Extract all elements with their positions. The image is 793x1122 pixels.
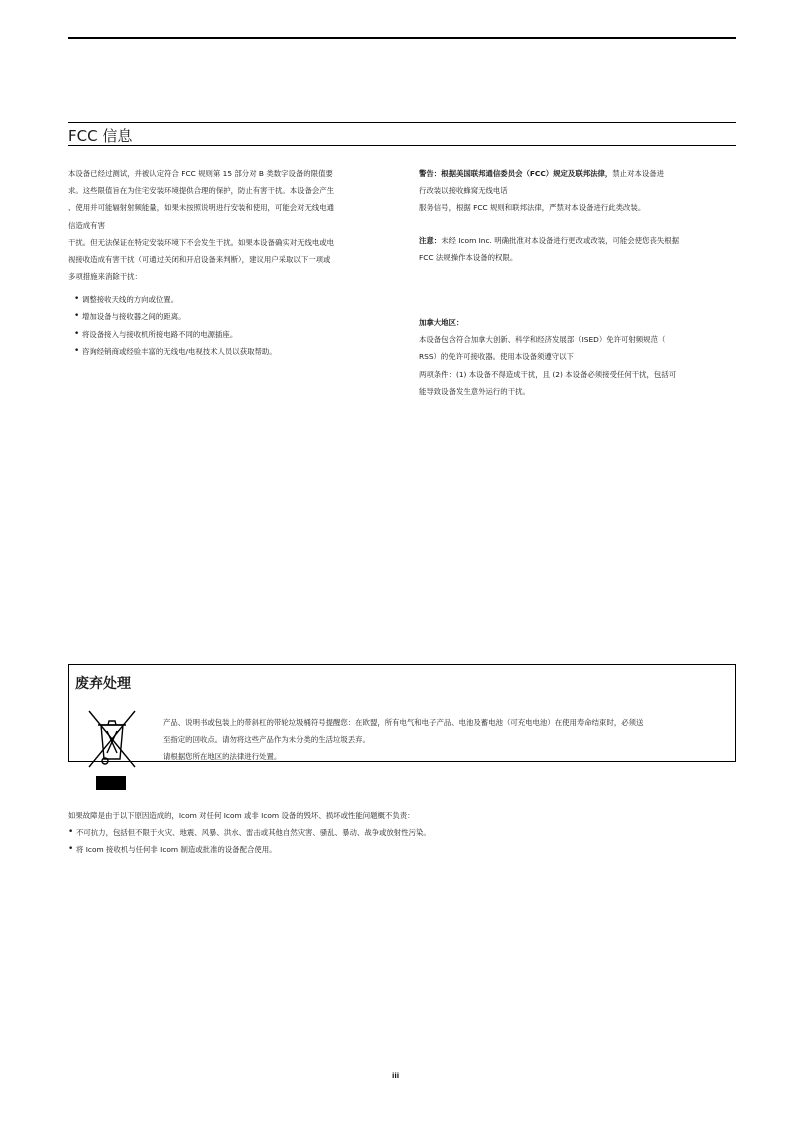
fcc-compliance-paragraph	[68, 165, 334, 285]
note-label: 注意：	[419, 236, 442, 245]
warning-label: 警告：根据美国联邦通信委员会（FCC）规定及联邦法律，	[419, 169, 613, 178]
paragraph-line: 本设备已经过测试，并被认定符合 FCC 规则第 15 部分对 B 类数字设备的限值要	[68, 169, 333, 178]
fcc-warning	[419, 165, 664, 217]
interference-measures-list	[74, 291, 277, 361]
list-item: • 不可抗力，包括但不限于火灾、地震、风暴、洪水、雷击或其他自然灾害、骚乱、暴动、战争或放射性污染。	[68, 824, 431, 841]
paragraph-line: 干扰。但无法保证在特定安装环境下不会发生干扰。如果本设备确实对无线电或电	[68, 237, 335, 247]
bullet-icon: •	[74, 346, 80, 357]
disposal-box	[68, 664, 736, 762]
paragraph-line: 、使用并可能辐射射频能量，如果未按照说明进行安装和使用，可能会对无线电通	[68, 203, 335, 213]
canada-title: 加拿大地区：	[419, 318, 464, 327]
bullet-icon: •	[74, 311, 80, 322]
canada-section	[419, 314, 676, 400]
bullet-icon: •	[68, 827, 74, 837]
canada-line: 能导致设备发生意外运行的干扰。	[419, 386, 530, 396]
top-rule	[68, 37, 736, 39]
disclaimer-intro: 如果故障是由于以下原因造成的，Icom 对任何 Icom 或非 Icom 设备的毁坏、损坏或性能问题概不负责：	[68, 811, 415, 820]
note-line: FCC 法规操作本设备的权限。	[419, 253, 518, 263]
paragraph-line: 求。这些限值旨在为住宅安装环境提供合理的保护，防止有害干扰。本设备会产生	[68, 186, 335, 196]
warning-line: 行改装以接收蜂窝无线电话	[419, 186, 508, 196]
list-item: • 增加设备与接收器之间的距离。	[74, 308, 277, 325]
canada-line: 两项条件：(1) 本设备不得造成干扰，且 (2) 本设备必须接受任何干扰，包括可	[419, 369, 677, 379]
warning-line: 警告：根据美国联邦通信委员会（FCC）规定及联邦法律，禁止对本设备进	[419, 169, 665, 178]
bullet-icon: •	[74, 328, 80, 339]
bullet-icon: •	[68, 844, 74, 855]
warning-line: 服务信号，根据 FCC 规则和联邦法律，严禁对本设备进行此类改装。	[419, 203, 646, 213]
list-item: • 咨询经销商或经验丰富的无线电/电视技术人员以获取帮助。	[74, 343, 277, 360]
list-item: • 将设备接入与接收机所接电路不同的电源插座。	[74, 326, 277, 343]
canada-line: RSS）的免许可接收器。使用本设备须遵守以下	[419, 352, 574, 362]
paragraph-line: 信造成有害	[68, 220, 105, 230]
disposal-text	[163, 714, 643, 765]
crossed-out-wheelie-bin-icon	[87, 709, 137, 771]
fcc-note	[419, 232, 679, 266]
paragraph-line: 视接收造成有害干扰（可通过关闭和开启设备来判断），建议用户采取以下一项或	[68, 255, 331, 265]
fcc-section-title: FCC 信息	[68, 127, 133, 145]
disposal-line: 产品、说明书或包装上的带斜杠的带轮垃圾桶符号提醒您：在欧盟，所有电气和电子产品、电池及蓄电池（可充电电池）在使用寿命结束时，必须送	[163, 718, 644, 727]
page-number: iii	[392, 1072, 400, 1080]
disposal-line: 至指定的回收点。请勿将这些产品作为未分类的生活垃圾丢弃。	[163, 735, 370, 744]
waste-symbol-bar	[96, 776, 126, 790]
canada-line: 本设备包含符合加拿大创新、科学和经济发展部（ISED）免许可射频规范（	[419, 335, 666, 345]
bullet-icon: •	[74, 294, 80, 304]
note-line: 注意：未经 Icom Inc. 明确批准对本设备进行更改或改装，可能会使您丧失根据	[419, 236, 680, 245]
disposal-title: 废弃处理	[75, 676, 131, 692]
paragraph-line: 多项措施来消除干扰：	[68, 272, 142, 282]
list-item: • 调整接收天线的方向或位置。	[74, 291, 277, 308]
list-item: • 将 Icom 接收机与任何非 Icom 制造或批准的设备配合使用。	[68, 841, 431, 858]
fcc-title-top-rule	[68, 122, 736, 123]
disclaimer-list	[68, 824, 431, 859]
disposal-line: 请根据您所在地区的法律进行处置。	[163, 752, 282, 761]
fcc-title-bottom-rule	[68, 145, 736, 146]
